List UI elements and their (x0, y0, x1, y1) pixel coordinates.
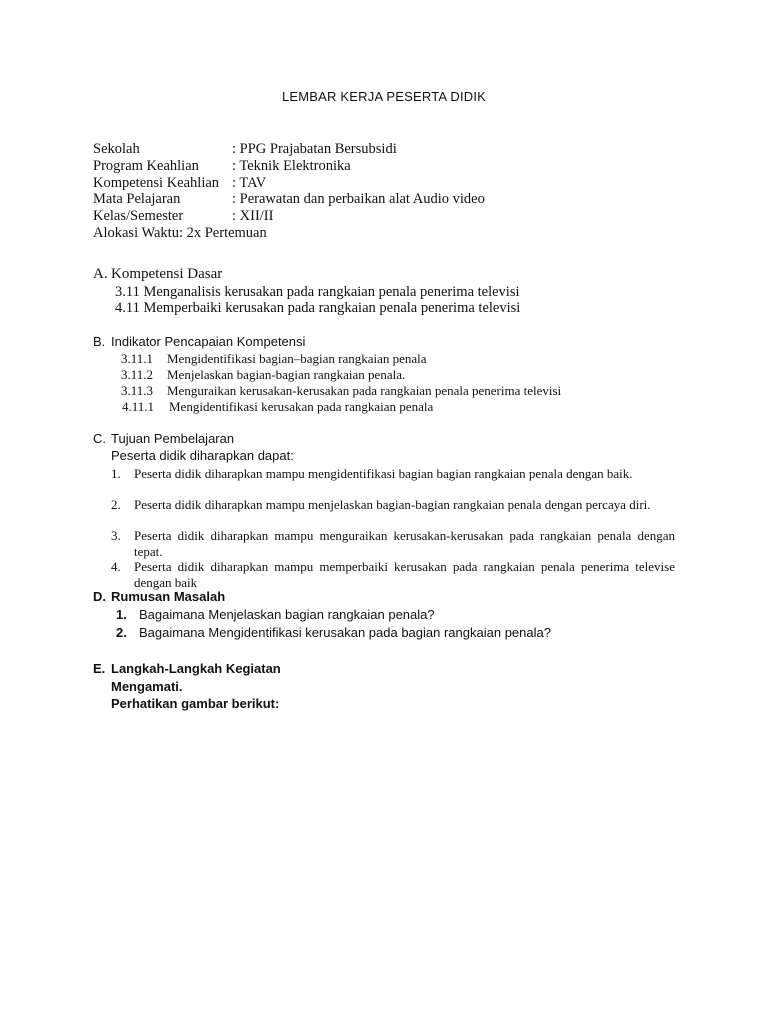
section-b-heading (93, 334, 305, 349)
objective-item (111, 466, 675, 482)
objective-item (111, 528, 675, 559)
indicator-number: 3.11.1 (121, 351, 154, 366)
section-title: Rumusan Masalah (111, 589, 226, 604)
info-label: Alokasi Waktu: 2x Pertemuan (93, 224, 267, 241)
objective-number: 3. (111, 528, 121, 543)
indicator-number: 3.11.3 (121, 383, 154, 398)
objective-item (111, 559, 675, 590)
section-title: Kompetensi Dasar (111, 266, 223, 282)
info-label: Kompetensi Keahlian (93, 174, 220, 191)
activity-line: Perhatikan gambar berikut: (111, 696, 280, 711)
info-label: Sekolah (93, 141, 140, 157)
info-label: Program Keahlian (93, 157, 199, 174)
problem-number: 1. (116, 607, 127, 622)
objective-number: 4. (111, 559, 121, 574)
indicator-text: Menjelaskan bagian-bagian rangkaian penala. (167, 367, 406, 382)
section-title: Langkah-Langkah Kegiatan (111, 661, 281, 676)
objective-text: Peserta didik diharapkan mampu menjelaskan bagian-bagian rangkaian penala dengan percaya diri. (134, 497, 651, 512)
indicator-number: 3.11.2 (121, 367, 154, 382)
indicator-item (122, 399, 154, 415)
problem-item (116, 625, 551, 640)
section-title: Tujuan Pembelajaran (111, 431, 235, 446)
indicator-number: 4.11.1 (122, 399, 155, 414)
objective-number: 1. (111, 466, 121, 481)
indicator-text: Menguraikan kerusakan-kerusakan pada rangkaian penala penerima televisi (167, 383, 562, 398)
info-value: : Teknik Elektronika (232, 157, 351, 174)
info-value: : TAV (232, 174, 267, 191)
objective-item (111, 497, 675, 513)
indicator-text: Mengidentifikasi kerusakan pada rangkaian penala (169, 399, 434, 414)
info-label: Kelas/Semester (93, 208, 184, 225)
info-label: Mata Pelajaran (93, 191, 181, 208)
section-d-heading (93, 589, 225, 604)
indicator-item (121, 383, 153, 399)
section-a-heading (93, 266, 222, 283)
document-title: LEMBAR KERJA PESERTA DIDIK (281, 89, 487, 104)
section-letter: B. (93, 334, 106, 349)
problem-item (116, 607, 435, 622)
section-letter: C. (93, 431, 106, 446)
section-e-heading (93, 661, 281, 676)
section-title: Indikator Pencapaian Kompetensi (111, 334, 306, 349)
objective-text: Peserta didik diharapkan mampu menguraikan kerusakan-kerusakan pada rangkaian penala dengan tepat. (134, 528, 675, 559)
info-value: : PPG Prajabatan Bersubsidi (232, 141, 397, 157)
info-value: : Perawatan dan perbaikan alat Audio video (232, 191, 485, 208)
info-value: : XII/II (232, 208, 274, 225)
indicator-item (121, 351, 153, 367)
problem-text: Bagaimana Mengidentifikasi kerusakan pada bagian rangkaian penala? (139, 625, 551, 640)
indicator-text: Mengidentifikasi bagian–bagian rangkaian penala (167, 351, 427, 366)
competency-item: 3.11 Menganalisis kerusakan pada rangkaian penala penerima televisi (115, 284, 520, 300)
objective-number: 2. (111, 497, 121, 512)
section-letter: D. (93, 589, 106, 604)
section-intro: Peserta didik diharapkan dapat: (111, 448, 294, 463)
activity-line: Mengamati. (111, 679, 183, 694)
indicator-item (121, 367, 153, 383)
section-letter: E. (93, 661, 106, 676)
section-c-heading (93, 431, 234, 446)
objective-text: Peserta didik diharapkan mampu memperbaiki kerusakan pada rangkaian penala penerima televise dengan baik (134, 559, 675, 590)
problem-number: 2. (116, 625, 127, 640)
problem-text: Bagaimana Menjelaskan bagian rangkaian penala? (139, 607, 435, 622)
objective-text: Peserta didik diharapkan mampu mengidentifikasi bagian bagian rangkaian penala dengan baik. (134, 466, 633, 481)
section-letter: A. (93, 266, 108, 282)
competency-item: 4.11 Memperbaiki kerusakan pada rangkaian penala penerima televisi (115, 300, 521, 316)
